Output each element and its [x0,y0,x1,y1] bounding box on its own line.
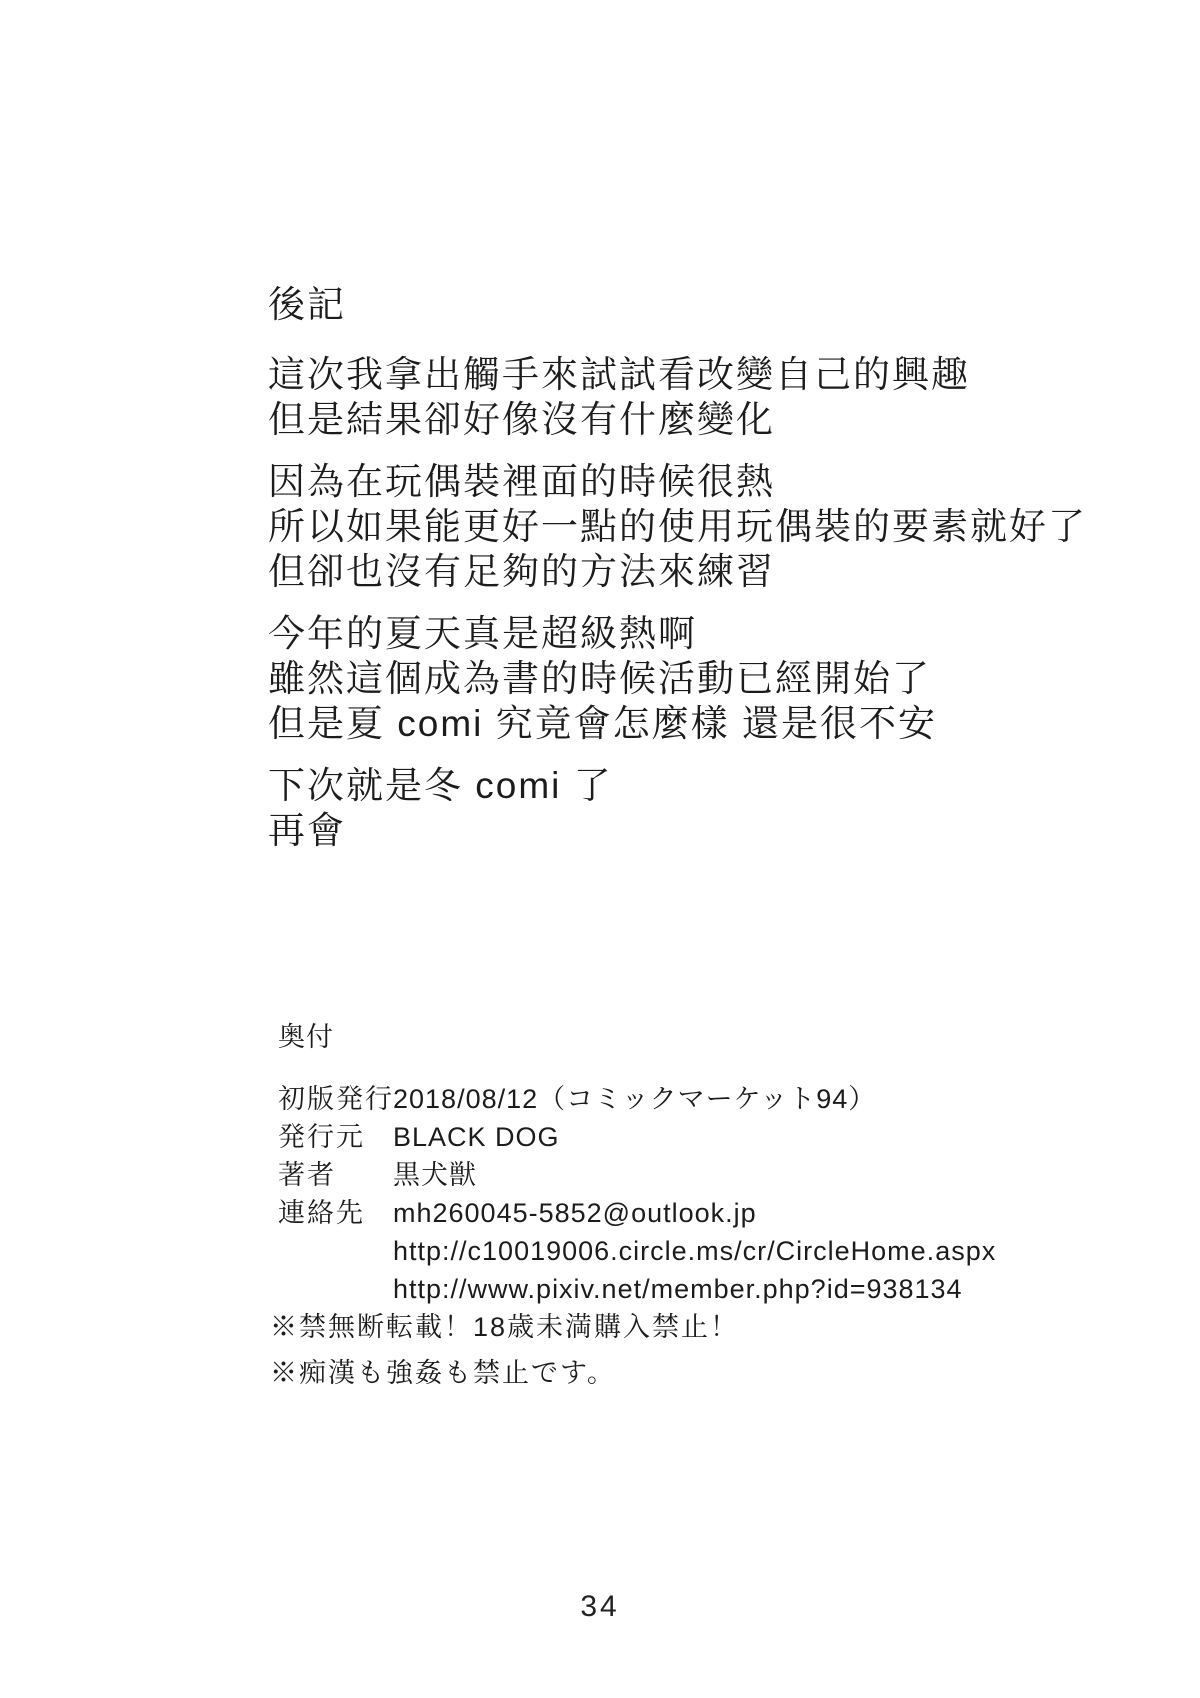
afterword-line: 所以如果能更好一點的使用玩偶裝的要素就好了 [268,506,1087,547]
afterword-paragraph-2 [268,459,1087,594]
colophon-section [270,1018,997,1392]
colophon-value: BLACK DOG [393,1122,560,1152]
colophon-label: 著者 [278,1160,336,1190]
colophon-pixiv-url: http://www.pixiv.net/member.php?id=938134 [393,1274,963,1304]
afterword-line: 但卻也沒有足夠的方法來練習 [268,551,775,592]
colophon-row-first-edition [278,1080,996,1118]
colophon-circle-url: http://c10019006.circle.ms/cr/CircleHome.aspx [393,1236,997,1266]
colophon-value: 黒犬獣 [393,1160,477,1190]
afterword-line: 今年的夏天真是超級熱啊 [268,613,697,654]
afterword-line: 因為在玩偶裝裡面的時候很熱 [268,461,775,502]
colophon-label: 連絡先 [278,1198,365,1228]
afterword-line: 再會 [268,810,346,851]
afterword-line: 雖然這個成為書的時候活動已經開始了 [268,658,931,699]
afterword-paragraph-1 [268,352,1087,442]
notice-prohibition: ※痴漢も強姦も禁止です。 [270,1358,616,1388]
afterword-paragraph-3 [268,611,1087,746]
afterword-line: 但是夏 comi 究竟會怎麼樣 還是很不安 [268,703,937,744]
colophon-label: 発行元 [278,1122,365,1152]
colophon-email: mh260045-5852@outlook.jp [393,1198,757,1228]
afterword-section [268,282,1087,870]
colophon-label: 初版発行 [278,1084,394,1114]
afterword-paragraph-4 [268,763,1087,853]
notice-no-reprint: ※禁無断転載！18歳未満購入禁止！ [270,1312,740,1342]
colophon-heading: 奥付 [278,1022,334,1052]
afterword-line: 但是結果卻好像沒有什麼變化 [268,399,775,440]
afterword-line: 這次我拿出觸手來試試看改變自己的興趣 [268,354,970,395]
colophon-row-publisher [278,1118,996,1156]
colophon-row-contact [278,1194,996,1232]
colophon-row-author [278,1156,996,1194]
afterword-heading: 後記 [268,284,346,325]
afterword-line: 下次就是冬 comi 了 [268,765,613,806]
page-number: 34 [580,1590,620,1623]
colophon-value: 2018/08/12（コミックマーケット94） [393,1084,877,1114]
